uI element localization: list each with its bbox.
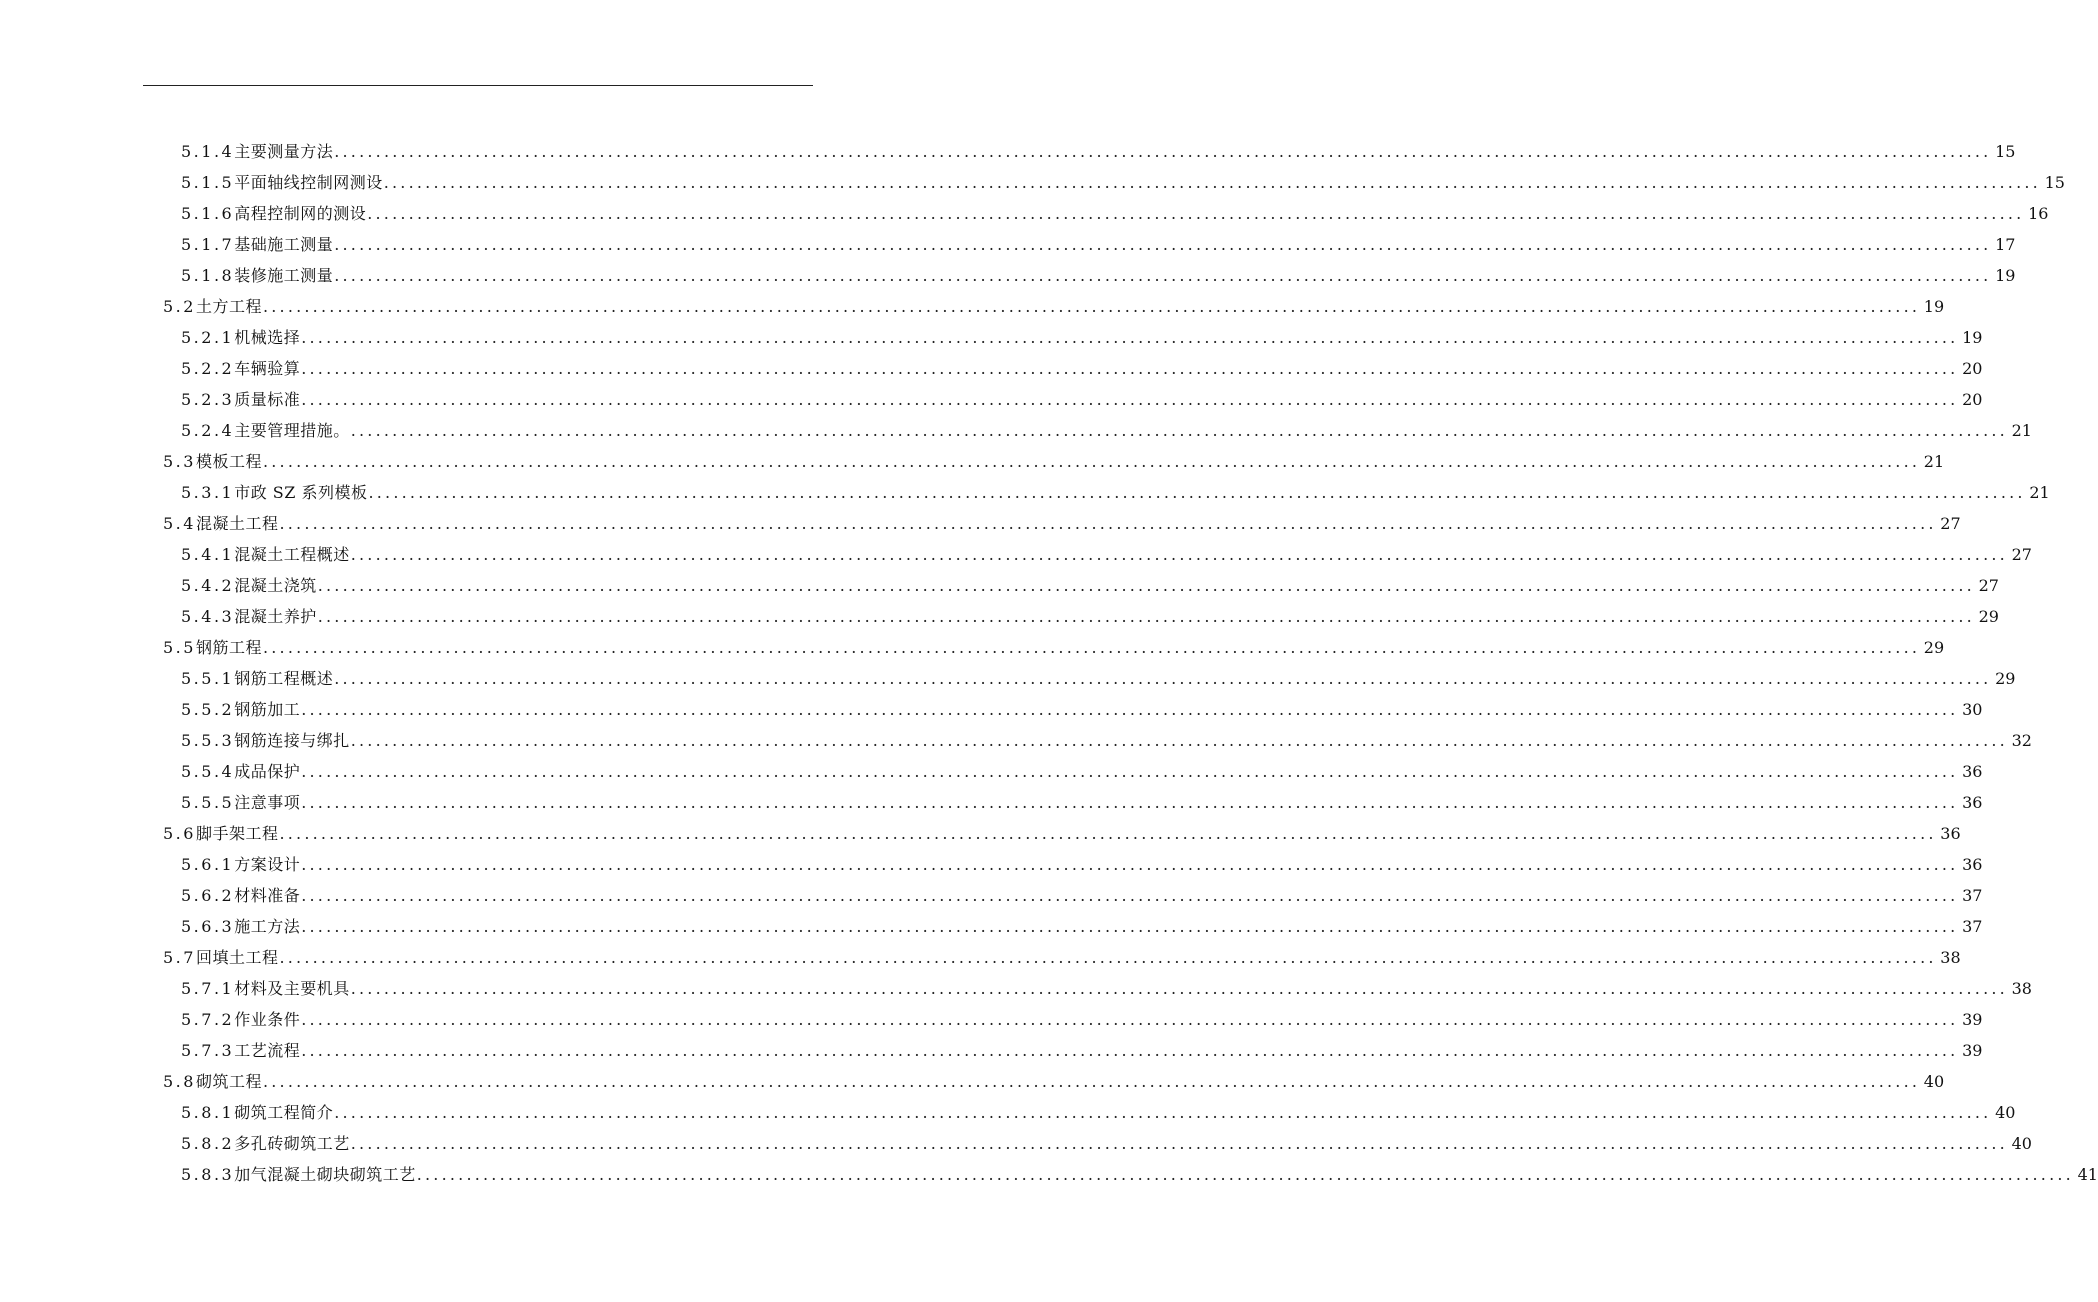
toc-dot-leader: ........................................................................................................................................................................................................	[334, 142, 1992, 161]
toc-entry-title: 模板工程	[195, 452, 262, 471]
toc-entry-page-number: 32	[2011, 731, 2032, 750]
toc-dot-leader: ........................................................................................................................................................................................................	[301, 328, 1959, 347]
toc-dot-leader: ........................................................................................................................................................................................................	[279, 824, 1937, 843]
toc-entry-page-number: 29	[1995, 669, 2016, 688]
toc-dot-leader: ........................................................................................................................................................................................................	[368, 483, 2026, 502]
toc-entry-page-number: 21	[2011, 421, 2032, 440]
toc-entry-heading	[181, 725, 350, 756]
toc-dot-leader: ........................................................................................................................................................................................................	[301, 359, 1959, 378]
toc-entry-page-number: 29	[1923, 638, 1945, 657]
toc-entry-heading	[181, 167, 383, 198]
toc-entry-page-number: 15	[1995, 142, 2016, 161]
toc-dot-leader: ........................................................................................................................................................................................................	[301, 886, 1959, 905]
toc-dot-leader: ........................................................................................................................................................................................................	[383, 173, 2041, 192]
toc-entry[interactable]	[0, 973, 2032, 1004]
toc-entry-heading	[181, 849, 300, 880]
toc-entry[interactable]	[0, 1066, 1945, 1097]
toc-entry-page-number: 29	[1978, 607, 1999, 626]
toc-entry-number: 5.2.4	[181, 421, 235, 440]
toc-entry[interactable]	[0, 663, 2016, 694]
toc-entry-page-number: 40	[1923, 1072, 1945, 1091]
toc-entry-title: 混凝土工程	[195, 514, 279, 533]
toc-entry-heading	[163, 1066, 262, 1097]
toc-entry-title: 砌筑工程简介	[234, 1103, 334, 1122]
toc-entry-number: 5.5.1	[181, 669, 235, 688]
toc-entry-heading	[181, 663, 333, 694]
toc-entry-number: 5.6	[163, 824, 196, 843]
toc-entry-page-number: 39	[1962, 1010, 1983, 1029]
toc-entry-heading	[181, 911, 300, 942]
toc-entry-heading	[181, 539, 350, 570]
toc-entry-number: 5.3	[163, 452, 196, 471]
toc-entry-number: 5.7.1	[181, 979, 235, 998]
toc-dot-leader: ........................................................................................................................................................................................................	[350, 421, 2008, 440]
toc-entry-heading	[181, 136, 333, 167]
toc-entry-number: 5.7	[163, 948, 196, 967]
toc-entry-page-number: 19	[1962, 328, 1983, 347]
toc-entry[interactable]	[0, 942, 1961, 973]
toc-entry-title: 土方工程	[195, 297, 262, 316]
toc-entry-heading	[163, 446, 262, 477]
toc-dot-leader: ........................................................................................................................................................................................................	[416, 1165, 2074, 1184]
toc-entry[interactable]	[0, 818, 1961, 849]
toc-entry-title: 施工方法	[234, 917, 301, 936]
toc-entry-number: 5.4.3	[181, 607, 235, 626]
toc-dot-leader: ........................................................................................................................................................................................................	[301, 793, 1959, 812]
toc-entry-number: 5.6.3	[181, 917, 235, 936]
toc-entry-title: 混凝土浇筑	[234, 576, 317, 595]
toc-entry[interactable]	[0, 136, 2016, 167]
toc-entry[interactable]	[0, 322, 1983, 353]
toc-entry[interactable]	[0, 260, 2016, 291]
toc-entry-number: 5.8.2	[181, 1134, 235, 1153]
toc-entry-heading	[181, 694, 300, 725]
toc-entry-number: 5.2.3	[181, 390, 235, 409]
toc-entry-number: 5.8.3	[181, 1165, 235, 1184]
toc-dot-leader: ........................................................................................................................................................................................................	[334, 235, 1992, 254]
toc-entry-number: 5.1.5	[181, 173, 235, 192]
toc-entry[interactable]	[0, 756, 1983, 787]
toc-entry-page-number: 16	[2028, 204, 2049, 223]
toc-entry-number: 5.6.1	[181, 855, 235, 874]
toc-entry-number: 5.3.1	[181, 483, 235, 502]
toc-entry-number: 5.1.8	[181, 266, 235, 285]
toc-dot-leader: ........................................................................................................................................................................................................	[350, 979, 2008, 998]
toc-entry-heading	[181, 1128, 350, 1159]
toc-dot-leader: ........................................................................................................................................................................................................	[334, 266, 1992, 285]
toc-entry-heading	[181, 477, 367, 508]
toc-entry-title: 作业条件	[234, 1010, 301, 1029]
toc-dot-leader: ........................................................................................................................................................................................................	[301, 762, 1959, 781]
toc-entry-heading	[181, 1004, 300, 1035]
toc-entry-heading	[181, 260, 333, 291]
toc-entry-title: 材料及主要机具	[234, 979, 350, 998]
toc-entry-heading	[163, 942, 278, 973]
toc-entry-number: 5.5	[163, 638, 196, 657]
toc-entry-page-number: 30	[1962, 700, 1983, 719]
toc-entry-title: 回填土工程	[195, 948, 279, 967]
toc-entry-title: 工艺流程	[234, 1041, 301, 1060]
toc-entry[interactable]	[0, 570, 1999, 601]
toc-entry-title: 加气混凝土砌块砌筑工艺	[234, 1165, 416, 1184]
toc-entry-number: 5.6.2	[181, 886, 235, 905]
toc-dot-leader: ........................................................................................................................................................................................................	[334, 669, 1992, 688]
toc-entry-heading	[181, 787, 300, 818]
toc-entry-title: 钢筋加工	[234, 700, 301, 719]
toc-dot-leader: ........................................................................................................................................................................................................	[262, 452, 1921, 471]
toc-entry-page-number: 27	[1978, 576, 1999, 595]
toc-entry-number: 5.5.5	[181, 793, 235, 812]
toc-dot-leader: ........................................................................................................................................................................................................	[279, 948, 1937, 967]
toc-entry-heading	[181, 353, 300, 384]
toc-entry[interactable]	[0, 1004, 1983, 1035]
toc-entry[interactable]	[0, 880, 1983, 911]
toc-entry[interactable]	[0, 508, 1961, 539]
toc-entry-page-number: 37	[1962, 917, 1983, 936]
toc-entry-heading	[181, 973, 350, 1004]
toc-entry-heading	[181, 601, 317, 632]
toc-entry-title: 钢筋工程	[195, 638, 262, 657]
toc-entry-page-number: 38	[2011, 979, 2032, 998]
toc-entry[interactable]	[0, 477, 2050, 508]
toc-dot-leader: ........................................................................................................................................................................................................	[262, 297, 1921, 316]
toc-entry-number: 5.4.1	[181, 545, 235, 564]
toc-entry-title: 砌筑工程	[195, 1072, 262, 1091]
toc-entry-page-number: 20	[1962, 359, 1983, 378]
toc-entry-page-number: 39	[1962, 1041, 1983, 1060]
toc-entry[interactable]	[0, 1159, 2098, 1190]
toc-entry[interactable]	[0, 601, 1999, 632]
toc-entry-page-number: 19	[1995, 266, 2016, 285]
toc-dot-leader: ........................................................................................................................................................................................................	[350, 545, 2008, 564]
toc-entry-title: 主要测量方法	[234, 142, 334, 161]
toc-entry-title: 混凝土养护	[234, 607, 317, 626]
toc-entry-page-number: 41	[2077, 1165, 2098, 1184]
toc-entry-number: 5.4	[163, 514, 196, 533]
toc-dot-leader: ........................................................................................................................................................................................................	[317, 576, 1975, 595]
toc-entry-page-number: 27	[2011, 545, 2032, 564]
toc-entry[interactable]	[0, 167, 2065, 198]
toc-entry-page-number: 36	[1940, 824, 1961, 843]
toc-entry-number: 5.1.7	[181, 235, 235, 254]
toc-entry[interactable]	[0, 446, 1945, 477]
toc-entry[interactable]	[0, 787, 1983, 818]
toc-entry-heading	[181, 1035, 300, 1066]
toc-dot-leader: ........................................................................................................................................................................................................	[334, 1103, 1992, 1122]
toc-entry-heading	[181, 570, 317, 601]
toc-dot-leader: ........................................................................................................................................................................................................	[301, 1010, 1959, 1029]
toc-entry-number: 5.4.2	[181, 576, 235, 595]
toc-entry[interactable]	[0, 415, 2032, 446]
toc-entry-page-number: 36	[1962, 762, 1983, 781]
toc-entry[interactable]	[0, 849, 1983, 880]
toc-entry-page-number: 17	[1995, 235, 2016, 254]
toc-entry-page-number: 37	[1962, 886, 1983, 905]
toc-entry[interactable]	[0, 539, 2032, 570]
toc-dot-leader: ........................................................................................................................................................................................................	[301, 1041, 1959, 1060]
toc-dot-leader: ........................................................................................................................................................................................................	[301, 855, 1959, 874]
toc-entry-number: 5.8.1	[181, 1103, 235, 1122]
toc-entry-number: 5.8	[163, 1072, 196, 1091]
toc-entry-number: 5.7.2	[181, 1010, 235, 1029]
toc-entry-page-number: 15	[2044, 173, 2065, 192]
toc-dot-leader: ........................................................................................................................................................................................................	[301, 390, 1959, 409]
toc-entry-title: 主要管理措施。	[234, 421, 350, 440]
toc-entry-number: 5.1.6	[181, 204, 235, 223]
toc-entry-page-number: 21	[1923, 452, 1945, 471]
toc-entry-number: 5.2.2	[181, 359, 235, 378]
toc-entry[interactable]	[0, 229, 2016, 260]
toc-entry-title: 钢筋工程概述	[234, 669, 334, 688]
toc-entry[interactable]	[0, 384, 1983, 415]
toc-dot-leader: ........................................................................................................................................................................................................	[301, 700, 1959, 719]
toc-entry-page-number: 21	[2029, 483, 2050, 502]
toc-entry-heading	[181, 1159, 416, 1190]
toc-entry-heading	[163, 632, 262, 663]
toc-entry-number: 5.1.4	[181, 142, 235, 161]
toc-entry-title: 多孔砖砌筑工艺	[234, 1134, 350, 1153]
toc-entry[interactable]	[0, 632, 1945, 663]
toc-entry-title: 高程控制网的测设	[234, 204, 367, 223]
toc-dot-leader: ........................................................................................................................................................................................................	[262, 1072, 1921, 1091]
toc-entry-title: 注意事项	[234, 793, 301, 812]
toc-dot-leader: ........................................................................................................................................................................................................	[301, 917, 1959, 936]
toc-entry-title: 市政 SZ 系列模板	[234, 483, 368, 502]
toc-entry[interactable]	[0, 198, 2049, 229]
toc-entry[interactable]	[0, 291, 1945, 322]
toc-entry-number: 5.5.4	[181, 762, 235, 781]
toc-dot-leader: ........................................................................................................................................................................................................	[350, 1134, 2008, 1153]
toc-entry-title: 混凝土工程概述	[234, 545, 350, 564]
toc-entry-title: 基础施工测量	[234, 235, 334, 254]
toc-dot-leader: ........................................................................................................................................................................................................	[367, 204, 2025, 223]
toc-entry[interactable]	[0, 353, 1983, 384]
toc-entry[interactable]	[0, 1035, 1983, 1066]
toc-entry[interactable]	[0, 725, 2032, 756]
toc-entry-heading	[181, 1097, 333, 1128]
toc-entry[interactable]	[0, 1097, 2016, 1128]
toc-dot-leader: ........................................................................................................................................................................................................	[262, 638, 1921, 657]
toc-entry-page-number: 27	[1940, 514, 1961, 533]
toc-entry-title: 平面轴线控制网测设	[234, 173, 383, 192]
toc-entry-page-number: 20	[1962, 390, 1983, 409]
toc-entry-heading	[181, 756, 300, 787]
toc-entry-title: 方案设计	[234, 855, 301, 874]
toc-dot-leader: ........................................................................................................................................................................................................	[279, 514, 1937, 533]
toc-entry-number: 5.2	[163, 297, 196, 316]
header-rule	[143, 85, 813, 86]
toc-dot-leader: ........................................................................................................................................................................................................	[350, 731, 2008, 750]
toc-entry-title: 脚手架工程	[195, 824, 279, 843]
toc-entry-page-number: 40	[1995, 1103, 2016, 1122]
toc-entry-heading	[163, 818, 278, 849]
toc-entry-number: 5.5.2	[181, 700, 235, 719]
toc-entry-page-number: 19	[1923, 297, 1945, 316]
toc-entry-page-number: 36	[1962, 793, 1983, 812]
toc-entry-title: 质量标准	[234, 390, 301, 409]
toc-entry-heading	[181, 198, 366, 229]
toc-dot-leader: ........................................................................................................................................................................................................	[317, 607, 1975, 626]
toc-entry[interactable]	[0, 694, 1983, 725]
toc-entry-number: 5.7.3	[181, 1041, 235, 1060]
toc-entry-heading	[181, 415, 350, 446]
toc-entry-title: 车辆验算	[234, 359, 301, 378]
toc-entry-heading	[163, 508, 278, 539]
toc-entry-number: 5.5.3	[181, 731, 235, 750]
toc-entry-title: 成品保护	[234, 762, 301, 781]
toc-entry-heading	[181, 880, 300, 911]
toc-entry[interactable]	[0, 911, 1983, 942]
toc-entry[interactable]	[0, 1128, 2032, 1159]
toc-entry-heading	[163, 291, 262, 322]
toc-entry-heading	[181, 384, 300, 415]
toc-entry-page-number: 38	[1940, 948, 1961, 967]
table-of-contents	[0, 136, 2098, 1190]
toc-entry-heading	[181, 229, 333, 260]
toc-entry-heading	[181, 322, 300, 353]
toc-entry-number: 5.2.1	[181, 328, 235, 347]
toc-entry-page-number: 40	[2011, 1134, 2032, 1153]
toc-entry-title: 材料准备	[234, 886, 301, 905]
toc-entry-page-number: 36	[1962, 855, 1983, 874]
toc-entry-title: 装修施工测量	[234, 266, 334, 285]
toc-entry-title: 钢筋连接与绑扎	[234, 731, 350, 750]
toc-entry-title: 机械选择	[234, 328, 301, 347]
